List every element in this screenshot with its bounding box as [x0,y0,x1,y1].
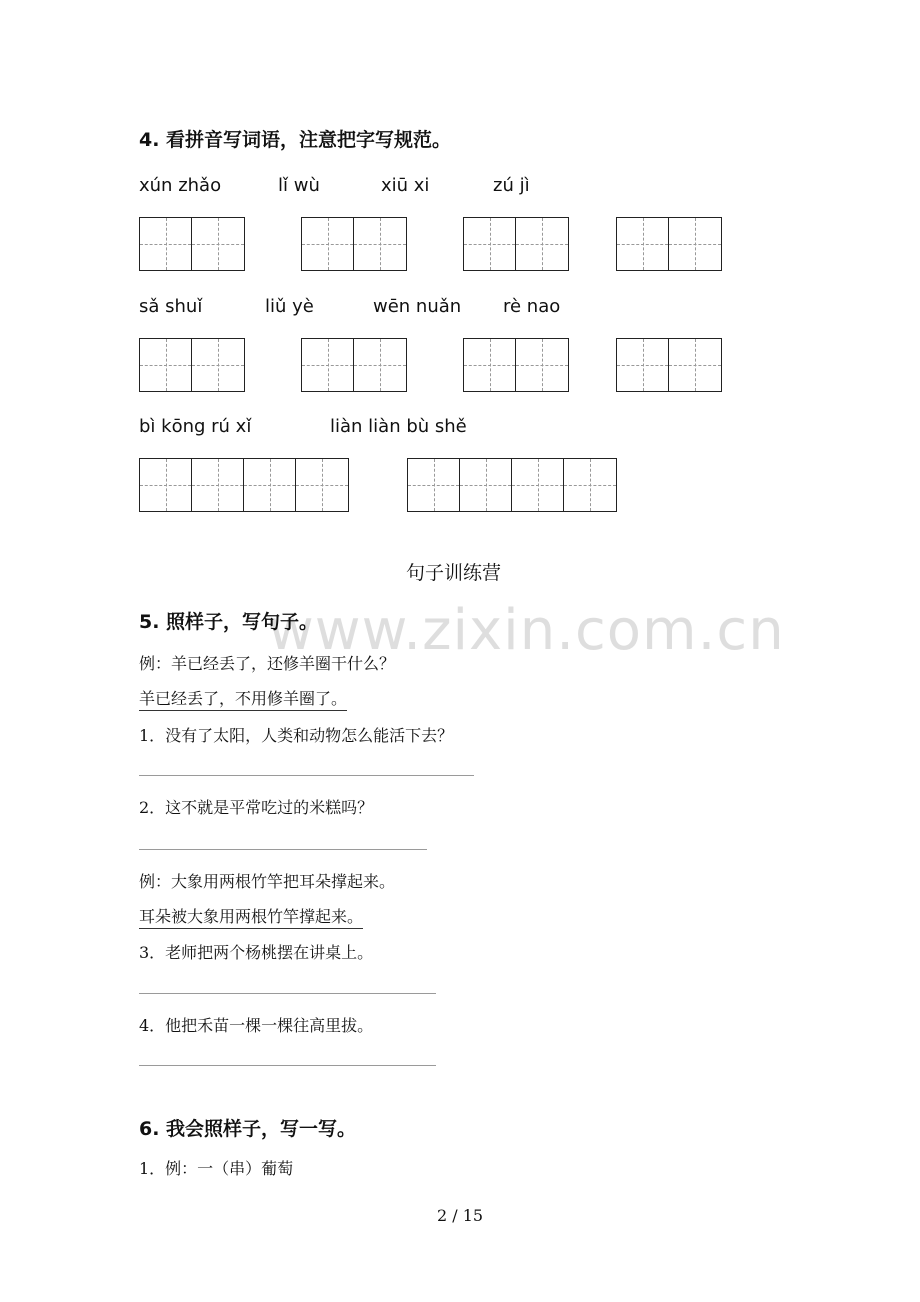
pinyin-label: bì kōng rú xǐ [139,416,252,437]
writing-grid[interactable] [463,217,569,271]
grid-cell[interactable] [512,459,564,511]
grid-cell[interactable] [460,459,512,511]
page-number: 2 / 15 [437,1206,484,1225]
writing-grid[interactable] [616,217,722,271]
answer-line[interactable] [139,849,427,850]
writing-grid[interactable] [139,338,245,392]
grid-cell[interactable] [296,459,348,511]
grid-cell[interactable] [564,459,616,511]
grid-cell[interactable] [140,459,192,511]
grid-cell[interactable] [516,218,568,270]
grid-cell[interactable] [302,218,354,270]
grid-cell[interactable] [244,459,296,511]
example-sentence: 例：大象用两根竹竿把耳朵撑起来。 [139,872,396,891]
pinyin-label: xiū xi [381,175,430,196]
answer-line[interactable] [139,993,436,994]
pinyin-label: liàn liàn bù shě [330,416,467,437]
writing-grid[interactable] [139,458,349,512]
exercise-item: 2．这不就是平常吃过的米糕吗？ [139,798,374,817]
example-answer: 羊已经丢了，不用修羊圈了。 [139,686,347,711]
grid-cell[interactable] [669,218,721,270]
example-sentence: 例：羊已经丢了，还修羊圈干什么？ [139,654,396,673]
grid-cell[interactable] [140,339,192,391]
writing-grid[interactable] [616,338,722,392]
example-answer: 耳朵被大象用两根竹竿撑起来。 [139,904,363,929]
grid-cell[interactable] [140,218,192,270]
pinyin-label: liǔ yè [265,296,314,317]
pinyin-label: xún zhǎo [139,175,222,196]
grid-cell[interactable] [192,459,244,511]
grid-cell[interactable] [669,339,721,391]
grid-cell[interactable] [617,218,669,270]
watermark: www.zixin.com.cn [268,598,785,663]
grid-cell[interactable] [617,339,669,391]
grid-cell[interactable] [464,339,516,391]
writing-grid[interactable] [463,338,569,392]
grid-cell[interactable] [302,339,354,391]
pinyin-label: rè nao [503,296,561,317]
writing-grid[interactable] [301,217,407,271]
answer-line[interactable] [139,775,474,776]
question-6-title: 6. 我会照样子，写一写。 [139,1118,357,1140]
grid-cell[interactable] [192,339,244,391]
pinyin-label: lǐ wù [278,175,320,196]
pinyin-label: wēn nuǎn [373,296,462,317]
question-4-title: 4. 看拼音写词语，注意把字写规范。 [139,129,452,151]
question-5-title: 5. 照样子，写句子。 [139,611,319,633]
answer-line[interactable] [139,1065,436,1066]
pinyin-label: zú jì [493,175,530,196]
exercise-item: 4．他把禾苗一棵一棵往高里拔。 [139,1016,374,1035]
exercise-item: 1．例：一（串）葡萄 [139,1159,294,1178]
section-title: 句子训练营 [406,562,502,584]
writing-grid[interactable] [139,217,245,271]
pinyin-label: sǎ shuǐ [139,296,203,317]
grid-cell[interactable] [192,218,244,270]
exercise-item: 1．没有了太阳，人类和动物怎么能活下去？ [139,726,454,745]
exercise-item: 3．老师把两个杨桃摆在讲桌上。 [139,943,374,962]
writing-grid[interactable] [301,338,407,392]
grid-cell[interactable] [408,459,460,511]
grid-cell[interactable] [464,218,516,270]
grid-cell[interactable] [354,218,406,270]
grid-cell[interactable] [516,339,568,391]
grid-cell[interactable] [354,339,406,391]
writing-grid[interactable] [407,458,617,512]
